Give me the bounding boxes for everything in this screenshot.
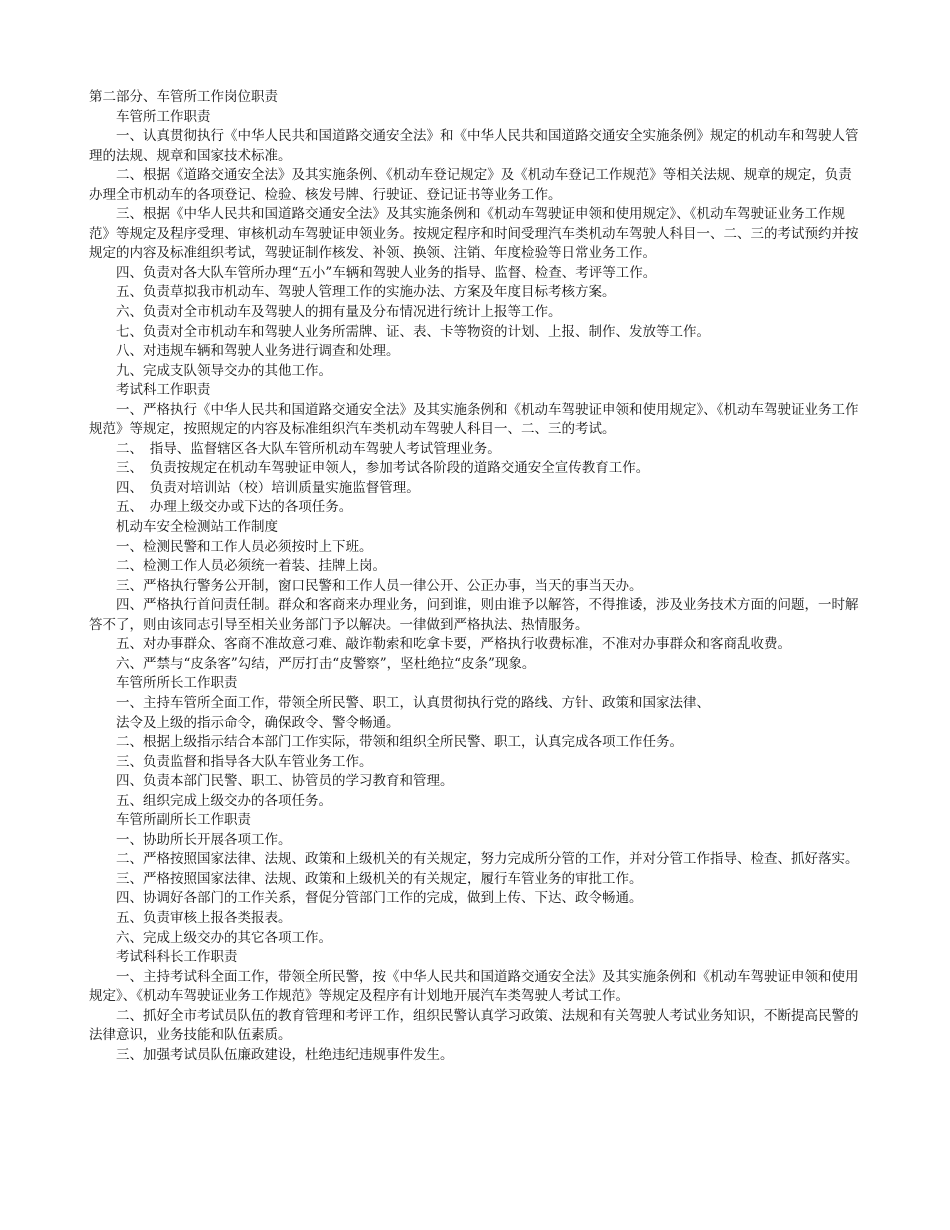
paragraph: 三、严格执行警务公开制，窗口民警和工作人员一律公开、公正办事，当天的事当天办。 xyxy=(116,577,643,594)
paragraph: 二、抓好全市考试员队伍的教育管理和考评工作，组织民警认真学习政策、法规和有关驾驶人考试业务知识，不断提高民警的法律意识，业务技能和队伍素质。 xyxy=(89,1007,859,1044)
paragraph: 五、对办事群众、客商不准故意刁难、敲诈勒索和吃拿卡要，严格执行收费标准，不准对办事群众和客商乱收费。 xyxy=(116,636,791,653)
document-body xyxy=(89,88,864,1065)
paragraph: 三、加强考试员队伍廉政建设，杜绝违纪违规事件发生。 xyxy=(116,1046,454,1063)
paragraph: 六、完成上级交办的其它各项工作。 xyxy=(116,929,332,946)
paragraph: 一、认真贯彻执行《中华人民共和国道路交通安全法》和《中华人民共和国道路交通安全实施条例》规定的机动车和驾驶人管理的法规、规章和国家技术标准。 xyxy=(89,128,859,164)
paragraph: 一、主持车管所全面工作，带领全所民警、职工，认真贯彻执行党的路线、方针、政策和国家法律、 xyxy=(116,694,710,711)
paragraph: 一、主持考试科全面工作，带领全所民警，按《中华人民共和国道路交通安全法》及其实施条例和《机动车驾驶证申领和使用规定》、《机动车驾驶证业务工作规范》等规定及程序有计划地开展汽车类驾驶人考试工作。 xyxy=(89,968,859,1005)
paragraph: 四、负责对各大队车管所办理“五小”车辆和驾驶人业务的指导、监督、检查、考评等工作。 xyxy=(116,264,657,281)
paragraph: 三、 负责按规定在机动车驾驶证申领人，参加考试各阶段的道路交通安全宣传教育工作。 xyxy=(116,460,650,477)
paragraph: 二、检测工作人员必须统一着装、挂牌上岗。 xyxy=(116,558,386,575)
document-title: 第二部分、车管所工作岗位职责 xyxy=(89,89,278,105)
paragraph: 一、协助所长开展各项工作。 xyxy=(116,831,292,848)
paragraph: 七、负责对全市机动车和驾驶人业务所需牌、证、表、卡等物资的计划、上报、制作、发放等工作。 xyxy=(116,323,710,340)
paragraph: 三、负责监督和指导各大队车管业务工作。 xyxy=(116,753,373,770)
paragraph: 三、根据《中华人民共和国道路交通安全法》及其实施条例和《机动车驾驶证申领和使用规定》、《机动车驾驶证业务工作规范》等规定及程序受理、审核机动车驾驶证申领业务。按规定程序和时间受理汽车类机动车驾驶人科目一、二、三的考试预约并按规定的内容及标准组织考试，驾驶证制作核发、补领、换领、注销、年度检验等日常业务工作。 xyxy=(89,206,859,262)
paragraph: 一、严格执行《中华人民共和国道路交通安全法》及其实施条例和《机动车驾驶证申领和使用规定》、《机动车驾驶证业务工作规范》等规定，按照规定的内容及标准组织汽车类机动车驾驶人科目一、二、三的考试。 xyxy=(89,401,859,438)
paragraph: 五、 办理上级交办或下达的各项任务。 xyxy=(116,499,353,516)
paragraph: 六、负责对全市机动车及驾驶人的拥有量及分布情况进行统计上报等工作。 xyxy=(116,304,562,321)
paragraph: 四、 负责对培训站（校）培训质量实施监督管理。 xyxy=(116,479,420,496)
section-heading: 考试科工作职责 xyxy=(116,382,211,399)
paragraph: 二、严格按照国家法律、法规、政策和上级机关的有关规定，努力完成所分管的工作，并对分管工作指导、检查、抓好落实。 xyxy=(116,851,859,868)
paragraph: 二、 指导、监督辖区各大队车管所机动车驾驶人考试管理业务。 xyxy=(116,440,501,457)
paragraph: 六、严禁与“皮条客”勾结，严厉打击“皮警察”，坚杜绝拉“皮条”现象。 xyxy=(116,655,536,672)
paragraph: 九、完成支队领导交办的其他工作。 xyxy=(116,362,332,379)
paragraph: 四、协调好各部门的工作关系，督促分管部门工作的完成，做到上传、下达、政令畅通。 xyxy=(116,890,643,907)
section-heading: 车管所副所长工作职责 xyxy=(116,812,251,829)
paragraph: 二、根据《道路交通安全法》及其实施条例、《机动车登记规定》及《机动车登记工作规范》等相关法规、规章的规定，负责办理全市机动车的各项登记、检验、核发号牌、行驶证、登记证书等业务工作。 xyxy=(89,167,852,203)
paragraph: 法令及上级的指示命令，确保政令、警令畅通。 xyxy=(116,714,400,731)
paragraph: 五、组织完成上级交办的各项任务。 xyxy=(116,792,332,809)
paragraph: 二、根据上级指示结合本部门工作实际，带领和组织全所民警、职工，认真完成各项工作任务。 xyxy=(116,734,683,751)
paragraph: 五、负责草拟我市机动车、驾驶人管理工作的实施办法、方案及年度目标考核方案。 xyxy=(116,284,616,301)
section-heading: 机动车安全检测站工作制度 xyxy=(116,519,278,536)
paragraph: 四、严格执行首问责任制。群众和客商来办理业务，问到谁，则由谁予以解答，不得推诿，涉及业务技术方面的问题，一时解答不了，则由该同志引导至相关业务部门予以解决。一律做到严格执法、热情服务。 xyxy=(89,597,859,633)
paragraph: 三、严格按照国家法律、法规、政策和上级机关的有关规定，履行车管业务的审批工作。 xyxy=(116,870,643,887)
paragraph: 五、负责审核上报各类报表。 xyxy=(116,909,292,926)
section-heading: 车管所所长工作职责 xyxy=(116,675,238,692)
paragraph: 八、对违规车辆和驾驶人业务进行调查和处理。 xyxy=(116,343,400,360)
paragraph: 一、检测民警和工作人员必须按时上下班。 xyxy=(116,538,373,555)
section-heading: 车管所工作职责 xyxy=(116,108,211,125)
paragraph: 四、负责本部门民警、职工、协管员的学习教育和管理。 xyxy=(116,773,454,790)
section-heading: 考试科科长工作职责 xyxy=(116,949,238,966)
